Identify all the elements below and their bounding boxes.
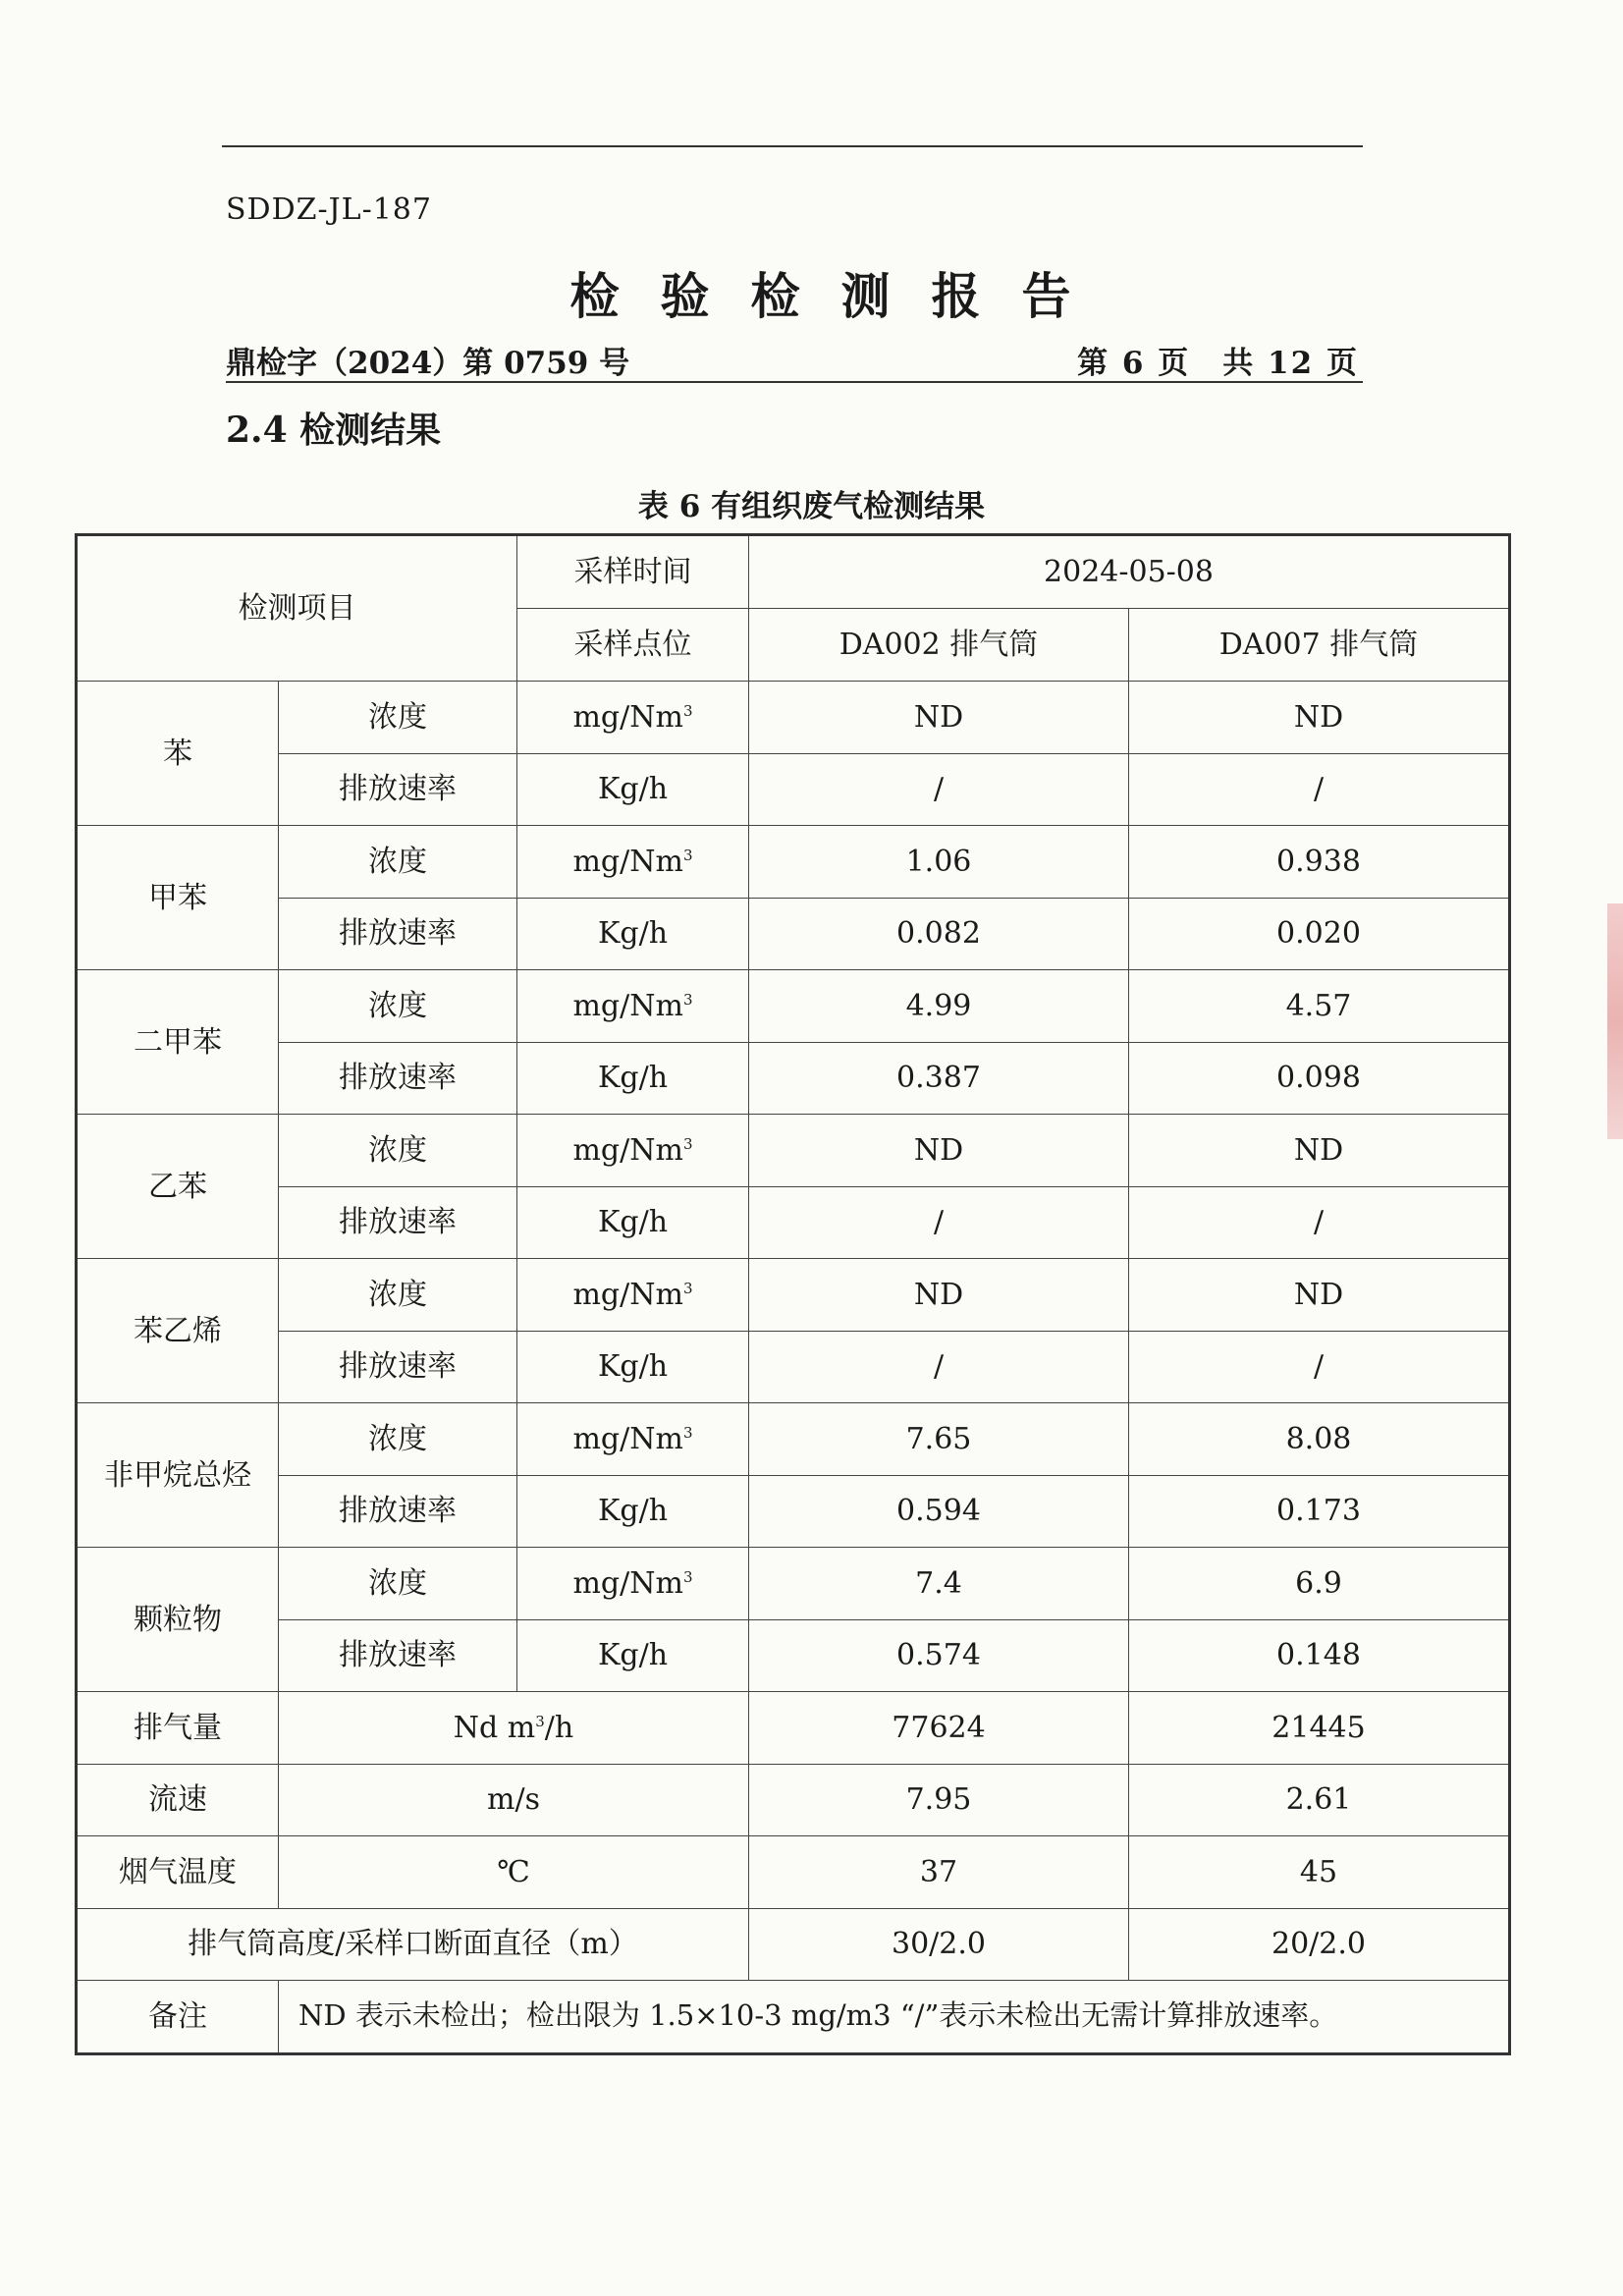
- exhaust-unit: [279, 1692, 749, 1765]
- value-point-2: ND: [1129, 1115, 1510, 1187]
- rate-unit: Kg/h: [517, 1619, 749, 1692]
- conc-unit: [517, 1548, 749, 1620]
- param-label: 浓度: [279, 970, 517, 1043]
- param-label: 排放速率: [279, 1186, 517, 1259]
- conc-unit: [517, 682, 749, 754]
- pollutant-row-rate: [77, 1186, 1510, 1259]
- report-title: 检验检测报告: [569, 267, 1112, 325]
- stack-label: 排气筒高度/采样口断面直径（m）: [77, 1908, 749, 1981]
- rate-unit: Kg/h: [517, 753, 749, 826]
- temperature-row: [77, 1836, 1510, 1909]
- value-point-2: 0.938: [1129, 826, 1510, 899]
- temperature-label: 烟气温度: [77, 1836, 279, 1909]
- rate-unit: Kg/h: [517, 1331, 749, 1403]
- value-point-1: ND: [749, 682, 1129, 754]
- value-point-1: ND: [749, 1115, 1129, 1187]
- param-label: 排放速率: [279, 898, 517, 970]
- pollutant-row-rate: [77, 1042, 1510, 1115]
- pollutant-name: 颗粒物: [77, 1548, 279, 1692]
- section-title: 2.4 检测结果: [226, 410, 442, 451]
- param-label: 排放速率: [279, 1619, 517, 1692]
- value-point-1: 1.06: [749, 826, 1129, 899]
- conc-unit: [517, 1403, 749, 1476]
- param-label: 浓度: [279, 1259, 517, 1332]
- unit-text: Nd m: [453, 1710, 536, 1745]
- pollutant-name: 乙苯: [77, 1115, 279, 1259]
- report-header-line: [226, 338, 1363, 383]
- sampling-point-label: 采样点位: [517, 609, 749, 682]
- value-point-2: 0.173: [1129, 1475, 1510, 1548]
- conc-unit: [517, 1115, 749, 1187]
- value-point-2: 45: [1129, 1836, 1510, 1909]
- pollutant-name: 苯乙烯: [77, 1259, 279, 1403]
- pollutant-name: 二甲苯: [77, 970, 279, 1115]
- page-info: 第 6 页 共 12 页: [1077, 346, 1359, 381]
- unit-text: mg/Nm: [572, 1132, 683, 1168]
- pollutant-name: 甲苯: [77, 826, 279, 970]
- unit-text: mg/Nm: [572, 1421, 683, 1456]
- unit-text: mg/Nm: [572, 1277, 683, 1312]
- value-point-2: /: [1129, 1331, 1510, 1403]
- value-point-1: 37: [749, 1836, 1129, 1909]
- velocity-unit: m/s: [279, 1764, 749, 1836]
- unit-text: mg/Nm: [572, 844, 683, 879]
- document-code: SDDZ-JL-187: [226, 192, 432, 227]
- param-label: 浓度: [279, 826, 517, 899]
- pollutant-row-conc: [77, 970, 1510, 1043]
- pollutant-row-rate: [77, 1619, 1510, 1692]
- pollutant-row-rate: [77, 898, 1510, 970]
- pollutant-row-conc: [77, 826, 1510, 899]
- value-point-1: 0.574: [749, 1619, 1129, 1692]
- remark-label: 备注: [77, 1981, 279, 2054]
- item-header: 检测项目: [77, 535, 517, 682]
- pollutant-name: 苯: [77, 682, 279, 826]
- remark-text: ND 表示未检出；检出限为 1.5×10-3 mg/m3 “/”表示未检出无需计算排放速率。: [279, 1981, 1510, 2054]
- pollutant-row-conc: [77, 1259, 1510, 1332]
- conc-unit: [517, 970, 749, 1043]
- conc-unit: [517, 826, 749, 899]
- point-1: DA002 排气筒: [749, 609, 1129, 682]
- value-point-2: ND: [1129, 1259, 1510, 1332]
- remark-row: [77, 1981, 1510, 2054]
- rate-unit: Kg/h: [517, 1186, 749, 1259]
- unit-text: /h: [544, 1710, 574, 1745]
- value-point-2: 6.9: [1129, 1548, 1510, 1620]
- value-point-1: 30/2.0: [749, 1908, 1129, 1981]
- pollutant-row-conc: [77, 682, 1510, 754]
- param-label: 排放速率: [279, 753, 517, 826]
- param-label: 浓度: [279, 1115, 517, 1187]
- value-point-1: /: [749, 1331, 1129, 1403]
- param-label: 浓度: [279, 682, 517, 754]
- value-point-1: ND: [749, 1259, 1129, 1332]
- value-point-1: /: [749, 1186, 1129, 1259]
- stack-row: [77, 1908, 1510, 1981]
- exhaust-row: [77, 1692, 1510, 1765]
- seal-stamp-edge: [1607, 903, 1623, 1139]
- value-point-2: 8.08: [1129, 1403, 1510, 1476]
- value-point-2: /: [1129, 1186, 1510, 1259]
- rate-unit: Kg/h: [517, 898, 749, 970]
- value-point-2: /: [1129, 753, 1510, 826]
- param-label: 排放速率: [279, 1475, 517, 1548]
- unit-superscript: 3: [682, 1279, 693, 1297]
- param-label: 排放速率: [279, 1331, 517, 1403]
- value-point-1: 0.594: [749, 1475, 1129, 1548]
- top-rule: [222, 145, 1363, 147]
- value-point-1: 7.4: [749, 1548, 1129, 1620]
- report-number: 鼎检字（2024）第 0759 号: [226, 346, 630, 381]
- value-point-2: 4.57: [1129, 970, 1510, 1043]
- unit-superscript: 3: [535, 1712, 545, 1730]
- value-point-1: 0.082: [749, 898, 1129, 970]
- unit-text: mg/Nm: [572, 1565, 683, 1601]
- param-label: 排放速率: [279, 1042, 517, 1115]
- value-point-2: 2.61: [1129, 1764, 1510, 1836]
- value-point-2: ND: [1129, 682, 1510, 754]
- value-point-1: /: [749, 753, 1129, 826]
- unit-superscript: 3: [682, 1423, 693, 1442]
- pollutant-name: 非甲烷总烃: [77, 1403, 279, 1548]
- unit-superscript: 3: [682, 1134, 693, 1153]
- param-label: 浓度: [279, 1548, 517, 1620]
- results-table: [75, 533, 1511, 2055]
- value-point-1: 77624: [749, 1692, 1129, 1765]
- value-point-2: 0.148: [1129, 1619, 1510, 1692]
- pollutant-row-rate: [77, 1475, 1510, 1548]
- unit-text: mg/Nm: [572, 988, 683, 1023]
- value-point-2: 0.098: [1129, 1042, 1510, 1115]
- value-point-1: 4.99: [749, 970, 1129, 1043]
- value-point-1: 7.95: [749, 1764, 1129, 1836]
- header-row-time: [77, 535, 1510, 609]
- unit-superscript: 3: [682, 1567, 693, 1586]
- table-caption: 表 6 有组织废气检测结果: [637, 489, 986, 524]
- pollutant-row-conc: [77, 1115, 1510, 1187]
- rate-unit: Kg/h: [517, 1475, 749, 1548]
- point-2: DA007 排气筒: [1129, 609, 1510, 682]
- pollutant-row-rate: [77, 1331, 1510, 1403]
- pollutant-row-rate: [77, 753, 1510, 826]
- sampling-date: 2024-05-08: [749, 535, 1510, 609]
- velocity-row: [77, 1764, 1510, 1836]
- param-label: 浓度: [279, 1403, 517, 1476]
- value-point-2: 21445: [1129, 1692, 1510, 1765]
- sampling-time-label: 采样时间: [517, 535, 749, 609]
- unit-text: mg/Nm: [572, 699, 683, 735]
- exhaust-label: 排气量: [77, 1692, 279, 1765]
- unit-superscript: 3: [682, 846, 693, 864]
- value-point-1: 7.65: [749, 1403, 1129, 1476]
- value-point-2: 20/2.0: [1129, 1908, 1510, 1981]
- unit-superscript: 3: [682, 990, 693, 1009]
- conc-unit: [517, 1259, 749, 1332]
- pollutant-row-conc: [77, 1548, 1510, 1620]
- value-point-2: 0.020: [1129, 898, 1510, 970]
- unit-superscript: 3: [682, 701, 693, 720]
- value-point-1: 0.387: [749, 1042, 1129, 1115]
- rate-unit: Kg/h: [517, 1042, 749, 1115]
- velocity-label: 流速: [77, 1764, 279, 1836]
- temperature-unit: ℃: [279, 1836, 749, 1909]
- pollutant-row-conc: [77, 1403, 1510, 1476]
